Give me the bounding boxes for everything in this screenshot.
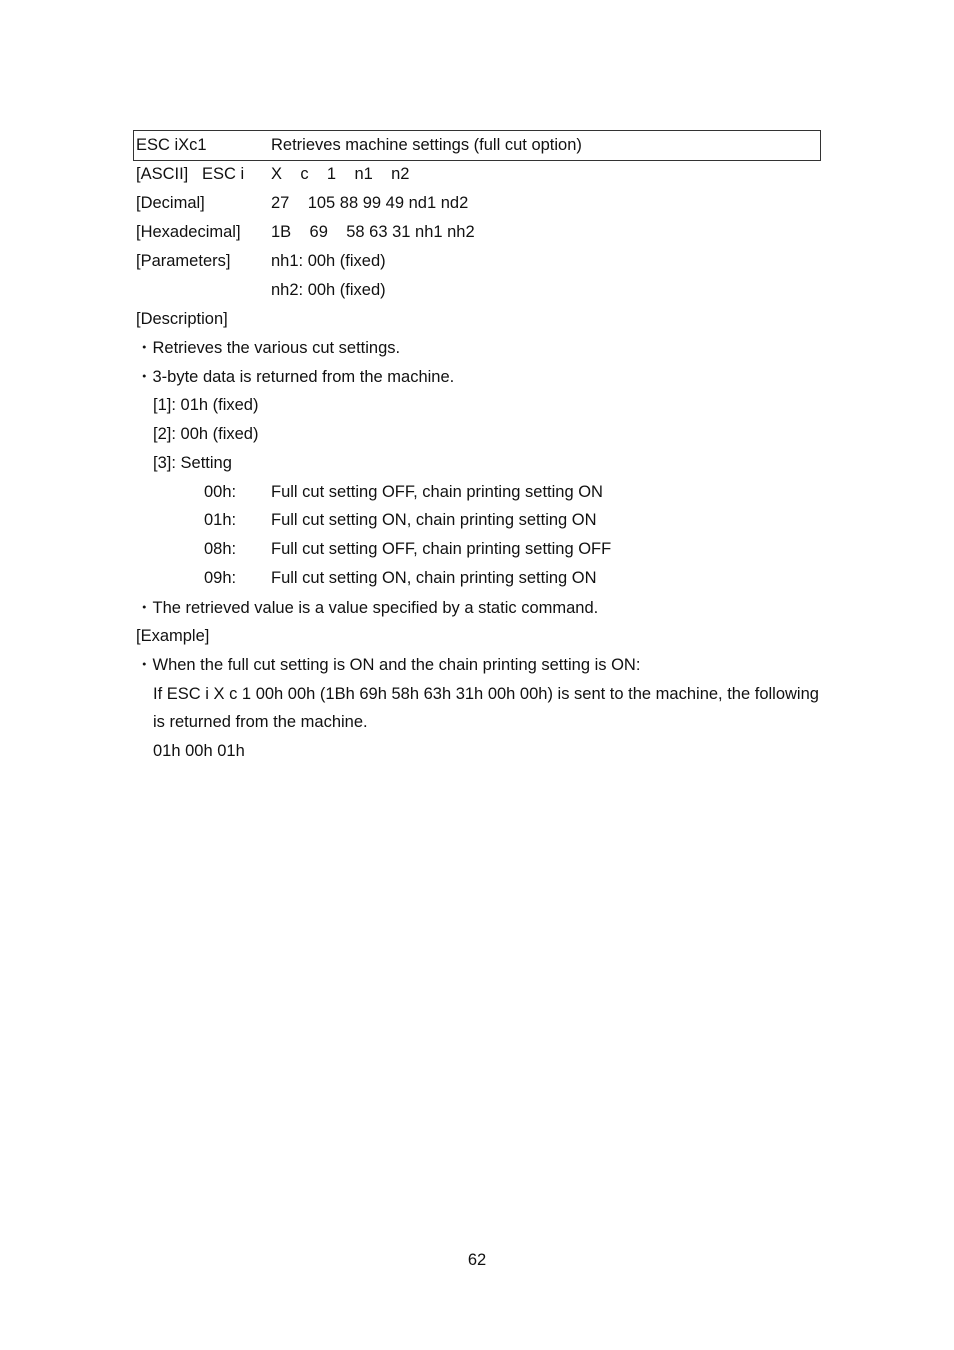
setting-code: 00h:	[204, 483, 237, 501]
example-line-1: If ESC i X c 1 00h 00h (1Bh 69h 58h 63h 31h 00h 00h) is sent to the machine, the following	[153, 685, 819, 703]
decimal-value: 27 105 88 99 49 nd1 nd2	[271, 194, 469, 212]
description-label: [Description]	[136, 310, 228, 328]
example-response: 01h 00h 01h	[153, 742, 245, 760]
setting-text: Full cut setting ON, chain printing setting ON	[271, 569, 597, 587]
setting-text: Full cut setting OFF, chain printing setting ON	[271, 483, 603, 501]
command-title: Retrieves machine settings (full cut option)	[271, 136, 582, 154]
example-bullet: ・When the full cut setting is ON and the chain printing setting is ON:	[136, 656, 641, 674]
parameter-nh1: nh1: 00h (fixed)	[271, 252, 386, 270]
setting-code: 09h:	[204, 569, 237, 587]
setting-code: 08h:	[204, 540, 237, 558]
description-bullet-1: ・Retrieves the various cut settings.	[136, 339, 401, 357]
setting-text: Full cut setting ON, chain printing setting ON	[271, 511, 597, 529]
ascii-label: [ASCII] ESC i	[136, 165, 245, 183]
setting-text: Full cut setting OFF, chain printing setting OFF	[271, 540, 612, 558]
byte-3: [3]: Setting	[153, 454, 232, 472]
parameters-label: [Parameters]	[136, 252, 231, 270]
page-number: 62	[467, 1251, 487, 1269]
byte-1: [1]: 01h (fixed)	[153, 396, 259, 414]
hex-label: [Hexadecimal]	[136, 223, 241, 241]
setting-code: 01h:	[204, 511, 237, 529]
hex-value: 1B 69 58 63 31 nh1 nh2	[271, 223, 475, 241]
description-bullet-2: ・3-byte data is returned from the machine.	[136, 368, 455, 386]
example-line-2: is returned from the machine.	[153, 713, 368, 731]
parameter-nh2: nh2: 00h (fixed)	[271, 281, 386, 299]
decimal-label: [Decimal]	[136, 194, 205, 212]
command-name: ESC iXc1	[136, 136, 207, 154]
description-bullet-3: ・The retrieved value is a value specified by a static command.	[136, 599, 599, 617]
ascii-value: X c 1 n1 n2	[271, 165, 410, 183]
example-label: [Example]	[136, 627, 210, 645]
byte-2: [2]: 00h (fixed)	[153, 425, 259, 443]
